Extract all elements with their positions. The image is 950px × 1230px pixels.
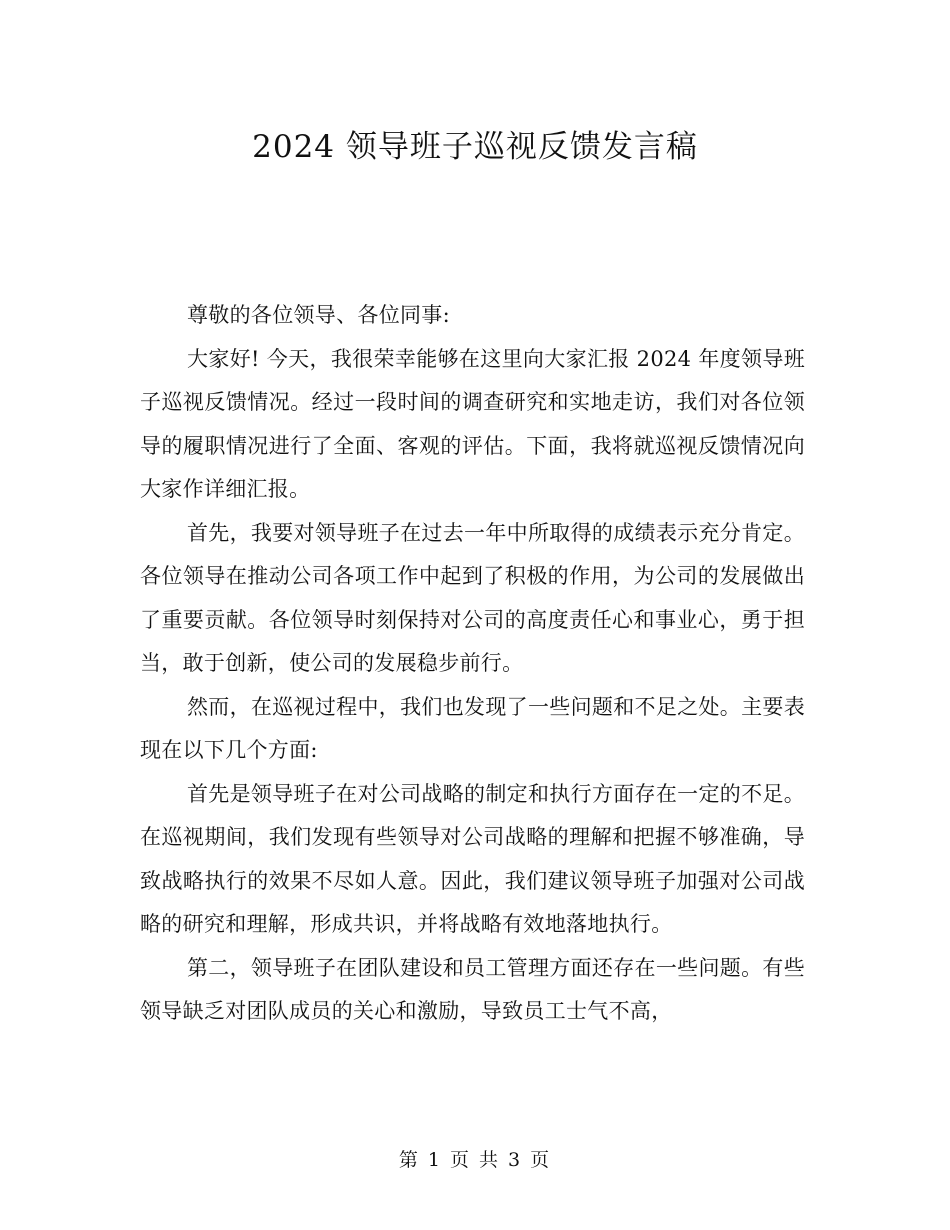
body-paragraph: 大家好! 今天，我很荣幸能够在这里向大家汇报 2024 年度领导班子巡视反馈情况。经过一段时间的调查研究和实地走访，我们对各位领导的履职情况进行了全面、客观的评估。下面，我将就巡视反馈情况向大家作详细汇报。 [140,346,805,501]
document-title: 2024 领导班子巡视反馈发言稿 [252,129,698,165]
salutation-paragraph: 尊敬的各位领导、各位同事: [187,303,450,327]
body-paragraph: 第二，领导班子在团队建设和员工管理方面还存在一些问题。有些领导缺乏对团队成员的关心和激励，导致员工士气不高， [140,955,805,1023]
body-paragraph: 首先是领导班子在对公司战略的制定和执行方面存在一定的不足。在巡视期间，我们发现有些领导对公司战略的理解和把握不够准确，导致战略执行的效果不尽如人意。因此，我们建议领导班子加强对公司战略的研究和理解，形成共识，并将战略有效地落地执行。 [140,781,805,936]
body-paragraph: 首先，我要对领导班子在过去一年中所取得的成绩表示充分肯定。各位领导在推动公司各项工作中起到了积极的作用，为公司的发展做出了重要贡献。各位领导时刻保持对公司的高度责任心和事业心，勇于担当，敢于创新，使公司的发展稳步前行。 [140,520,805,675]
document-body [140,294,805,1034]
body-paragraph: 然而，在巡视过程中，我们也发现了一些问题和不足之处。主要表现在以下几个方面: [140,694,805,762]
page-number-footer: 第 1 页 共 3 页 [398,1149,552,1171]
